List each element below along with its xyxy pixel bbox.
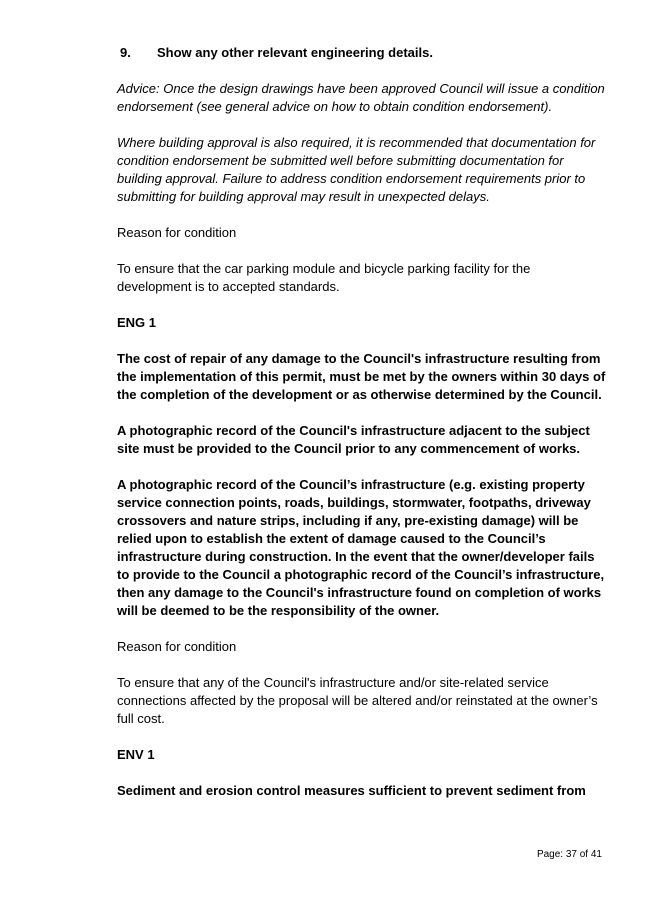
building-approval-paragraph: Where building approval is also required, it is recommended that documentation for condition endorsement be submitted well before submitting documentation for building approval. Failure to address condition endorsement requirements prior to submitting for building approval may result in unexpected delays. bbox=[117, 135, 596, 204]
env1-paragraph-1: Sediment and erosion control measures sufficient to prevent sediment from bbox=[117, 783, 586, 798]
eng1-paragraph-3: A photographic record of the Council’s infrastructure (e.g. existing property service connection points, roads, buildings, stormwater, footpaths, driveway crossovers and nature strips, including if any, pre-existing damage) will be relied upon to establish the extent of damage caused to the Council’s infrastructure during construction. In the event that the owner/developer fails to provide to the Council a photographic record of the Council’s infrastructure, then any damage to the Council's infrastructure found on completion of works will be deemed to be the responsibility of the owner. bbox=[117, 477, 605, 618]
item-text: Show any other relevant engineering details. bbox=[157, 45, 433, 60]
eng1-reason-text: To ensure that any of the Council's infrastructure and/or site-related service connections affected by the proposal will be altered and/or reinstated at the owner’s full cost. bbox=[117, 675, 598, 726]
eng1-heading: ENG 1 bbox=[117, 315, 157, 330]
eng1-paragraph-2: A photographic record of the Council's infrastructure adjacent to the subject site must be provided to the Council prior to any commencement of works. bbox=[117, 423, 590, 456]
advice-paragraph: Advice: Once the design drawings have been approved Council will issue a condition endorsement (see general advice on how to obtain condition endorsement). bbox=[117, 81, 605, 114]
eng1-reason-label: Reason for condition bbox=[117, 639, 237, 654]
eng1-paragraph-1: The cost of repair of any damage to the Council's infrastructure resulting from the implementation of this permit, must be met by the owners within 30 days of the completion of the development or as otherwise determined by the Council. bbox=[117, 351, 606, 402]
item-number: 9. bbox=[120, 45, 131, 60]
numbered-item-9 bbox=[117, 44, 607, 62]
page-content bbox=[117, 44, 607, 818]
reason-text: To ensure that the car parking module and bicycle parking facility for the development is to accepted standards. bbox=[117, 261, 531, 294]
reason-label: Reason for condition bbox=[117, 225, 237, 240]
page-number: Page: 37 of 41 bbox=[536, 849, 602, 860]
env1-heading: ENV 1 bbox=[117, 747, 155, 762]
